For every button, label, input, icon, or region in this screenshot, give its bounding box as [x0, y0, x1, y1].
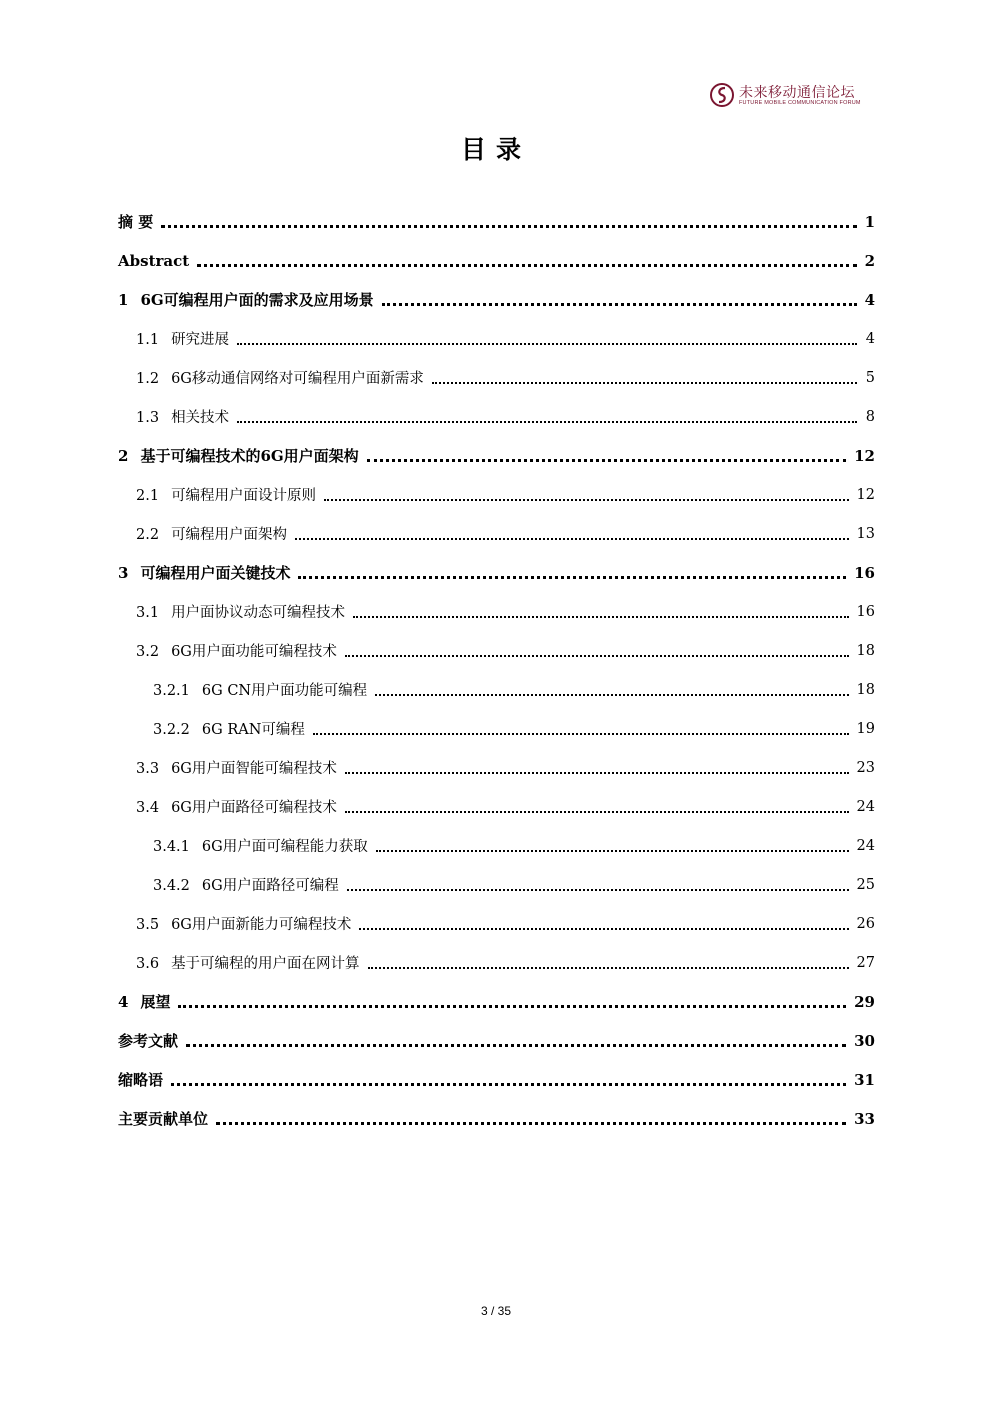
toc-dot-leader	[347, 889, 849, 891]
toc-entry-title: 6G用户面可编程能力获取	[201, 839, 368, 855]
toc-entry-label	[118, 289, 374, 310]
toc-entry-number: 2	[118, 447, 129, 465]
toc-entry[interactable]	[118, 319, 875, 358]
toc-entry-label	[118, 211, 153, 232]
toc-entry[interactable]	[118, 514, 875, 553]
toc-entry-label	[136, 796, 337, 817]
toc-entry[interactable]	[118, 670, 875, 709]
toc-entry[interactable]	[118, 865, 875, 904]
toc-entry-title: 可编程用户面架构	[171, 527, 288, 543]
toc-entry-label	[136, 484, 316, 505]
toc-entry-page: 1	[864, 212, 875, 231]
toc-entry-title: 参考文献	[118, 1032, 179, 1050]
toc-dot-leader	[313, 733, 849, 735]
toc-entry-title: 6G用户面智能可编程技术	[171, 761, 337, 777]
toc-entry-title: 摘 要	[118, 213, 154, 231]
toc-dot-leader	[298, 576, 846, 579]
toc-entry-page: 24	[856, 798, 875, 815]
toc-dot-leader	[368, 967, 849, 969]
toc-entry-number: 3.4.2	[153, 878, 190, 894]
toc-entry[interactable]	[118, 280, 875, 319]
toc-entry-page: 8	[865, 408, 875, 425]
toc-entry-title: 6G用户面路径可编程技术	[171, 800, 337, 816]
toc-dot-leader	[345, 655, 849, 657]
toc-entry[interactable]	[118, 397, 875, 436]
toc-entry-number: 2.1	[136, 488, 160, 504]
toc-entry-label	[136, 913, 351, 934]
logo-chinese-text: 未来移动通信论坛	[739, 85, 855, 101]
toc-entry-label	[118, 991, 170, 1012]
toc-entry-page: 33	[854, 1109, 875, 1128]
toc-entry-number: 3.4.1	[153, 839, 190, 855]
forum-logo	[709, 80, 859, 112]
toc-entry-title: Abstract	[118, 251, 190, 270]
toc-entry-page: 25	[856, 876, 875, 893]
toc-entry-page: 12	[856, 486, 875, 503]
toc-entry[interactable]	[118, 748, 875, 787]
toc-dot-leader	[376, 850, 849, 852]
toc-entry-title: 6G用户面路径可编程	[201, 878, 339, 894]
toc-entry-label	[118, 562, 290, 583]
toc-entry-label	[118, 1108, 208, 1129]
page-number: 3 / 35	[480, 1304, 512, 1318]
toc-entry-title: 相关技术	[171, 410, 230, 426]
toc-dot-leader	[186, 1044, 846, 1047]
toc-entry[interactable]	[118, 475, 875, 514]
toc-dot-leader	[353, 616, 848, 618]
table-of-contents	[118, 202, 875, 1138]
toc-entry-number: 1	[118, 291, 129, 309]
toc-entry-number: 2.2	[136, 527, 160, 543]
toc-entry[interactable]	[118, 202, 875, 241]
toc-entry-title: 6G用户面新能力可编程技术	[171, 917, 352, 933]
toc-entry-label	[118, 1069, 163, 1090]
toc-entry-page: 13	[856, 525, 875, 542]
toc-entry-number: 3.2.1	[153, 683, 190, 699]
toc-dot-leader	[178, 1005, 846, 1008]
toc-entry-page: 26	[856, 915, 875, 932]
toc-entry-number: 3.2	[136, 644, 160, 660]
toc-dot-leader	[359, 928, 848, 930]
toc-entry-label	[118, 445, 359, 466]
toc-entry-page: 4	[865, 330, 875, 347]
toc-entry[interactable]	[118, 358, 875, 397]
toc-entry-label	[136, 952, 360, 973]
toc-entry[interactable]	[118, 787, 875, 826]
toc-dot-leader	[161, 225, 856, 228]
toc-entry[interactable]	[118, 1099, 875, 1138]
toc-entry-title: 可编程用户面设计原则	[171, 488, 317, 504]
toc-entry-page: 18	[856, 681, 875, 698]
toc-entry-number: 3.4	[136, 800, 160, 816]
toc-entry-label	[136, 757, 337, 778]
toc-entry-title: 6G移动通信网络对可编程用户面新需求	[171, 371, 424, 387]
toc-entry-title: 研究进展	[171, 332, 230, 348]
toc-dot-leader	[345, 811, 849, 813]
toc-entry-page: 30	[854, 1031, 875, 1050]
toc-entry-label	[118, 252, 189, 270]
toc-entry-label	[153, 718, 305, 739]
toc-entry-label	[136, 601, 345, 622]
toc-entry-title: 主要贡献单位	[118, 1110, 209, 1128]
toc-entry-label	[136, 328, 229, 349]
toc-entry-label	[136, 367, 424, 388]
toc-entry[interactable]	[118, 553, 875, 592]
toc-dot-leader	[216, 1122, 846, 1125]
toc-entry-title: 基于可编程的用户面在网计算	[171, 956, 360, 972]
toc-entry-page: 2	[864, 251, 875, 270]
toc-entry-number: 4	[118, 993, 129, 1011]
toc-dot-leader	[324, 499, 848, 501]
toc-entry[interactable]	[118, 436, 875, 475]
logo-english-text: FUTURE MOBILE COMMUNICATION FORUM	[739, 100, 861, 106]
toc-entry-page: 23	[856, 759, 875, 776]
toc-entry[interactable]	[118, 709, 875, 748]
toc-entry-title: 用户面协议动态可编程技术	[171, 605, 346, 621]
toc-entry-number: 3	[118, 564, 129, 582]
toc-entry-number: 3.5	[136, 917, 160, 933]
toc-entry[interactable]	[118, 943, 875, 982]
toc-entry-number: 1.1	[136, 332, 160, 348]
toc-entry-page: 19	[856, 720, 875, 737]
toc-entry-page: 27	[856, 954, 875, 971]
toc-dot-leader	[345, 772, 849, 774]
toc-entry[interactable]	[118, 982, 875, 1021]
toc-entry-title: 6G用户面功能可编程技术	[171, 644, 337, 660]
page-title: 目录	[460, 135, 531, 164]
toc-dot-leader	[432, 382, 857, 384]
toc-dot-leader	[197, 264, 856, 267]
toc-entry-label	[136, 523, 287, 544]
toc-dot-leader	[375, 694, 848, 696]
toc-entry-page: 18	[856, 642, 875, 659]
toc-entry-label	[153, 835, 368, 856]
toc-entry-number: 3.2.2	[153, 722, 190, 738]
toc-dot-leader	[237, 343, 857, 345]
toc-entry-title: 展望	[140, 993, 171, 1011]
toc-entry-title: 可编程用户面关键技术	[140, 564, 291, 582]
toc-entry-page: 5	[865, 369, 875, 386]
toc-entry-page: 12	[854, 446, 875, 465]
toc-entry-title: 缩略语	[118, 1071, 164, 1089]
toc-entry-label	[153, 679, 367, 700]
toc-dot-leader	[237, 421, 857, 423]
toc-entry-page: 31	[854, 1070, 875, 1089]
toc-entry-page: 16	[856, 603, 875, 620]
toc-entry-title: 基于可编程技术的6G用户面架构	[140, 447, 359, 465]
toc-entry-title: 6G RAN可编程	[201, 722, 305, 738]
toc-entry[interactable]	[118, 631, 875, 670]
forum-logo-icon	[709, 82, 735, 108]
toc-entry-page: 29	[854, 992, 875, 1011]
toc-entry[interactable]	[118, 592, 875, 631]
toc-entry-label	[153, 874, 339, 895]
toc-entry-number: 3.3	[136, 761, 160, 777]
toc-dot-leader	[171, 1083, 846, 1086]
toc-entry-number: 3.1	[136, 605, 160, 621]
toc-dot-leader	[382, 303, 857, 306]
toc-entry-title: 6G CN用户面功能可编程	[201, 683, 368, 699]
toc-entry-number: 1.2	[136, 371, 160, 387]
toc-dot-leader	[367, 459, 846, 462]
toc-entry[interactable]	[118, 904, 875, 943]
toc-entry[interactable]	[118, 1021, 875, 1060]
toc-entry-label	[136, 640, 337, 661]
toc-entry-page: 4	[864, 290, 875, 309]
toc-entry-number: 1.3	[136, 410, 160, 426]
toc-entry-label	[118, 1030, 178, 1051]
toc-entry-label	[136, 406, 229, 427]
toc-entry-page: 16	[854, 563, 875, 582]
toc-dot-leader	[295, 538, 848, 540]
toc-entry[interactable]	[118, 826, 875, 865]
toc-entry[interactable]	[118, 241, 875, 280]
toc-entry-title: 6G可编程用户面的需求及应用场景	[140, 291, 374, 309]
toc-entry-page: 24	[856, 837, 875, 854]
toc-entry-number: 3.6	[136, 956, 160, 972]
toc-entry[interactable]	[118, 1060, 875, 1099]
